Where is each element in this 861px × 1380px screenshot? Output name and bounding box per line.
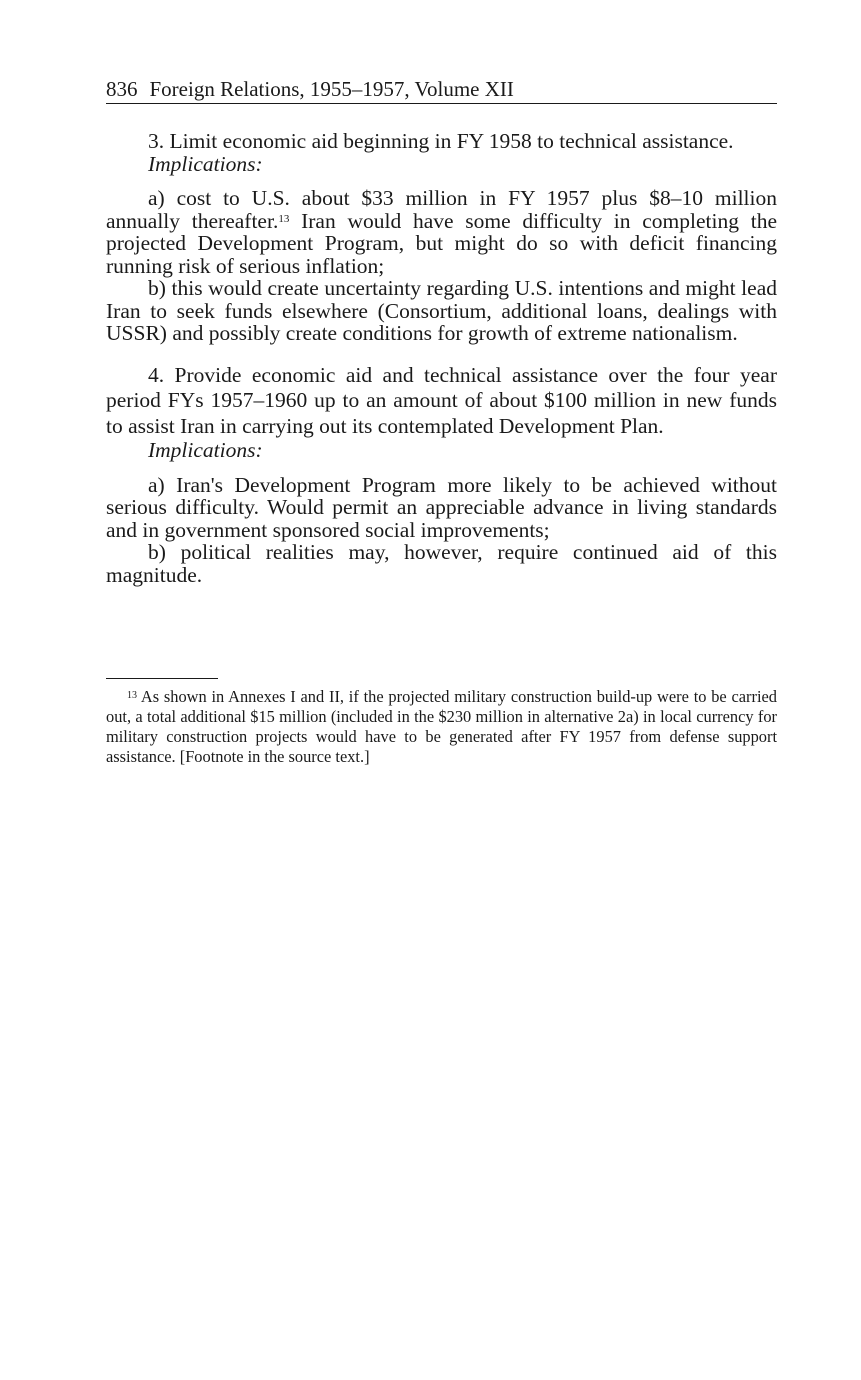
alternative-3-implication-b: b) this would create uncertainty regarding U.S. intentions and might lead Iran to seek funds elsewhere (Consortium, additional loans, dealings with USSR) and possibly create conditions for growth of extreme nationalism. — [106, 276, 777, 345]
alternative-3-paragraph: 3. Limit economic aid beginning in FY 1958 to technical assistance. — [148, 129, 734, 153]
footnote-reference: 13 — [278, 212, 290, 225]
implication-a-text: a) cost to U.S. about $33 million in FY 1957 plus $8–10 million annually thereafter. — [106, 186, 777, 233]
footnote — [106, 687, 777, 767]
main-text — [106, 130, 777, 586]
footnote-divider — [106, 678, 218, 679]
running-title: Foreign Relations, 1955–1957, Volume XII — [149, 77, 514, 101]
footnote-text: As shown in Annexes I and II, if the projected military construction build-up were to be carried out, a total additional $15 million (included in the $230 million in alternative 2a) in local currency for military construction projects would have to be generated after FY 1957 from defense support assistance. [Footnote in the source text.] — [106, 687, 777, 766]
footnote-13 — [106, 687, 777, 767]
alternative-4-paragraph: 4. Provide economic aid and technical assistance over the four year period FYs 1957–1960 up to an amount of about $100 million in new funds to assist Iran in carrying out its contemplated Development Plan. — [106, 362, 777, 438]
implication-a-text-cont: Iran would have some difficulty in completing the projected Development Program, but might do so with deficit financing running risk of serious inflation; — [106, 208, 777, 278]
footnote-marker: 13 — [127, 690, 137, 701]
page-number: 836 — [106, 77, 138, 101]
implications-label: Implications: — [148, 151, 263, 176]
running-header — [106, 76, 777, 104]
alternative-3-implication-a — [106, 187, 777, 277]
alternative-4-implication-a: a) Iran's Development Program more likely to be achieved without serious difficulty. Would permit an appreciable advance in living standards and in government sponsored social improvements; — [106, 472, 777, 542]
alternative-4-implication-b: b) political realities may, however, require continued aid of this magnitude. — [106, 540, 777, 587]
implications-label: Implications: — [148, 438, 263, 462]
